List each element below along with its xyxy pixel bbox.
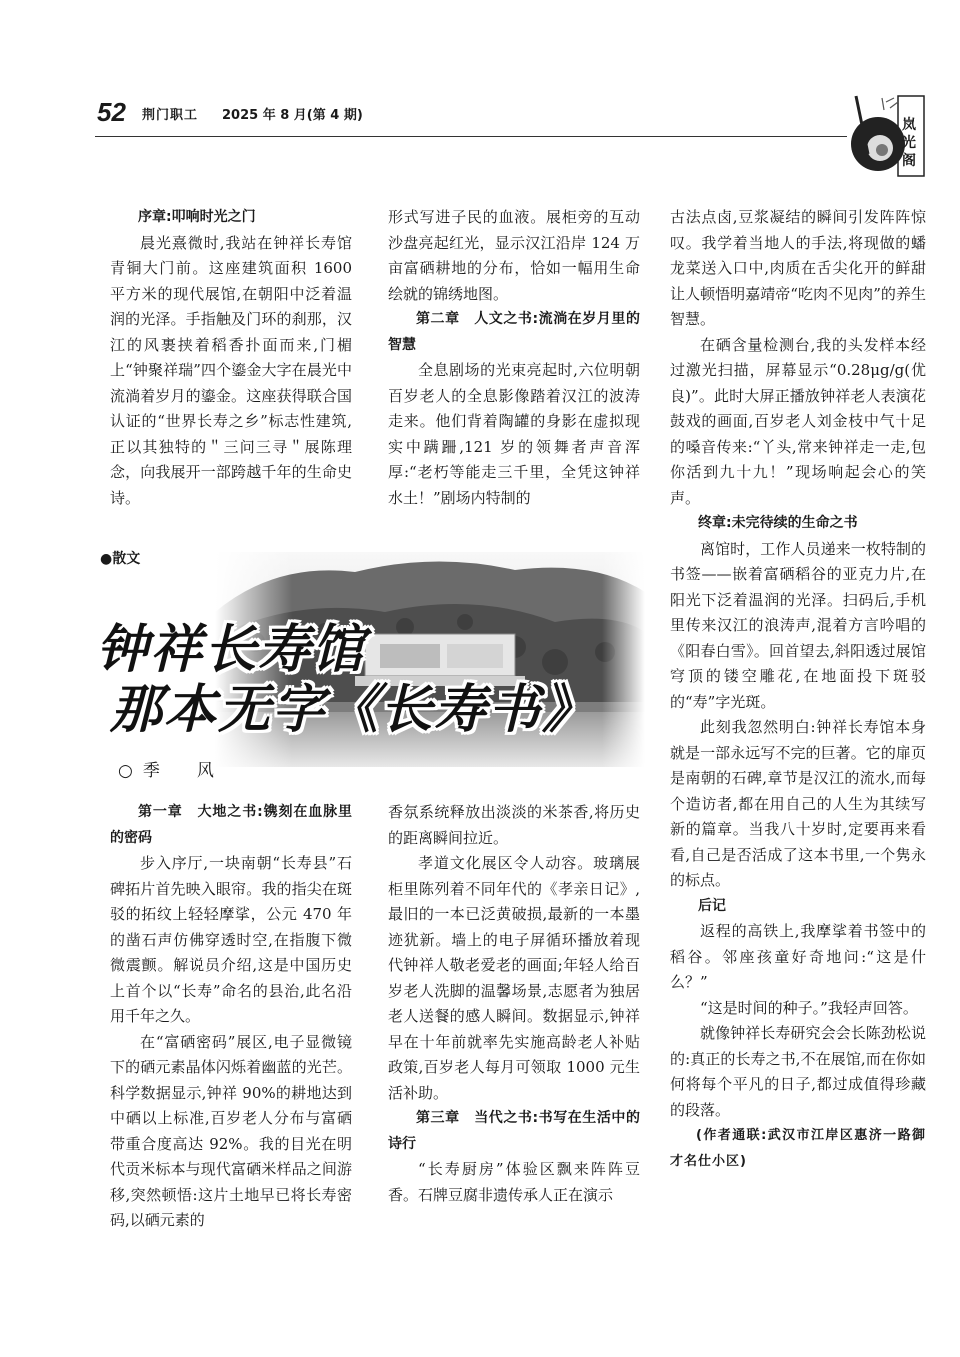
paragraph: 在硒含量检测台,我的头发样本经过激光扫描，屏幕显示“0.28μg/g(优良)”。此时大屏正播放钟祥老人表演花鼓戏的画面,百岁老人刘金枝中气十足的嗓音传来:“丫头,常来钟祥走一走,包你活到九十九！”现场响起会心的笑声。 [670,335,926,507]
paragraph: 离馆时，工作人员递来一枚特制的书签——嵌着富硒稻谷的亚克力片,在阳光下泛着温润的光泽。扫码后,手机里传来汉江的浪涛声,混着方言吟唱的《阳春白雪》。回首望去,斜阳透过展馆穹顶的镂空雕花,在地面投下斑驳的“寿”字光斑。 [670,539,926,711]
paragraph: 孝道文化展区令人动容。玻璃展柜里陈列着不同年代的《孝亲日记》,最旧的一本已泛黄破损,最新的一本墨迹犹新。墙上的电子屏循环播放着现代钟祥人敬老爱老的画面;年轻人给百岁老人洗脚的温馨场景,志愿者为独居老人送餐的感人瞬间。数据显示,钟祥早在十年前就率先实施高龄老人补贴政策,百岁老人每月可领取 1000 元生活补助。 [388,854,640,1102]
article-title-line-2: 那本无字《长寿书》 [110,679,597,740]
column-2-bottom [388,800,640,1208]
section-heading-postscript: 后记 [698,897,726,914]
column-1-bottom [110,800,352,1234]
author-contact-note: (作者通联:武汉市江岸区惠济一路御才名仕小区) [670,1128,926,1169]
paragraph: “这是时间的种子。”我轻声回答。 [700,998,918,1017]
paragraph: 返程的高铁上,我摩挲着书签中的稻谷。邻座孩童好奇地问:“这是什么？” [670,922,926,991]
issue-date: 2025 年 8 月(第 4 期) [222,108,363,123]
paragraph: 步入序厅,一块南朝“长寿县”石碑拓片首先映入眼帘。我的指尖在斑驳的拓纹上轻轻摩挲，公元 470 年的凿石声仿佛穿透时空,在指腹下微微震颤。解说员介绍,这是中国历史上首个以“长寿”命名的县治,此名沿用千年之久。 [110,854,352,1025]
section-heading-finale: 终章:未完待续的生命之书 [698,515,858,531]
column-1-top [110,205,352,511]
paragraph: 形式写进子民的血液。展柜旁的互动沙盘亮起红光，显示汉江沿岸 124 万亩富硒耕地的分布，恰如一幅用生命绘就的锦绣地图。 [388,208,640,303]
article-title-line-1: 钟祥长寿馆 [96,619,367,680]
section-heading-chapter-1: 第一章 大地之书:镌刻在血脉里的密码 [110,804,352,846]
column-2-top [388,205,640,511]
paragraph: 晨光熹微时,我站在钟祥长寿馆青铜大门前。这座建筑面积 1600 平方米的现代展馆,在朝阳中泛着温润的光泽。手指触及门环的刹那，汉江的风裹挟着稻香扑面而来,门楣上“钟聚祥瑞”四个鎏金大字在晨光中流淌着岁月的鎏金。这座获得联合国认证的“世界长寿之乡”标志性建筑,正以其独特的＂三问三寻＂展陈理念，向我展开一部跨越千年的生命史诗。 [110,233,352,507]
paragraph: “长寿厨房”体验区飘来阵阵豆香。石牌豆腐非遗传承人正在演示 [388,1160,640,1204]
section-heading-chapter-3: 第三章 当代之书:书写在生活中的诗行 [388,1110,640,1152]
magazine-name: 荆门职工 [142,108,199,123]
section-heading-chapter-2: 第二章 人文之书:流淌在岁月里的智慧 [388,311,640,353]
paragraph: 在“富硒密码”展区,电子显微镜下的硒元素晶体闪烁着幽蓝的光芒。科学数据显示,钟祥 90%的耕地达到中硒以上标准,百岁老人分布与富硒带重合度高达 92%。我的目光在明代贡米标本与现代富硒米样品之间游移,突然顿悟:这片土地早已将长寿密码,以硒元素的 [110,1032,352,1229]
genre-label: ●散文 [100,551,141,567]
column-name: 岚光阁 [902,117,916,169]
header-rule [95,136,847,137]
paragraph: 古法点卤,豆浆凝结的瞬间引发阵阵惊叹。我学着当地人的手法,将现做的蟠龙菜送入口中,肉质在舌尖化开的鲜甜让人顿悟明嘉靖帝“吃肉不见肉”的养生智慧。 [670,208,926,328]
page-number: 52 [97,97,126,127]
paragraph: 全息剧场的光束亮起时,六位明朝百岁老人的全息影像踏着汉江的波涛走来。他们背着陶罐的身影在虚拟现实中蹒跚,121 岁的领舞者声音浑厚:“老朽等能走三千里，全凭这钟祥水土！”剧场内特制的 [388,361,640,507]
author-byline: ○季 风 [118,761,224,781]
paragraph: 此刻我忽然明白:钟祥长寿馆本身就是一部永远写不完的巨著。它的扉页是南朝的石碑,章节是汉江的流水,而每个造访者,都在用自己的人生为其续写新的篇章。当我八十岁时,定要再来看看,自己是否活成了这本书里,一个隽永的标点。 [670,718,926,889]
column-3 [670,205,926,1174]
section-heading-prologue: 序章:叩响时光之门 [138,209,256,225]
paragraph: 香氛系统释放出淡淡的米茶香,将历史的距离瞬间拉近。 [388,803,640,847]
paragraph: 就像钟祥长寿研究会会长陈劲松说的:真正的长寿之书,不在展馆,而在你如何将每个平凡的日子,都过成值得珍藏的段落。 [670,1024,926,1119]
